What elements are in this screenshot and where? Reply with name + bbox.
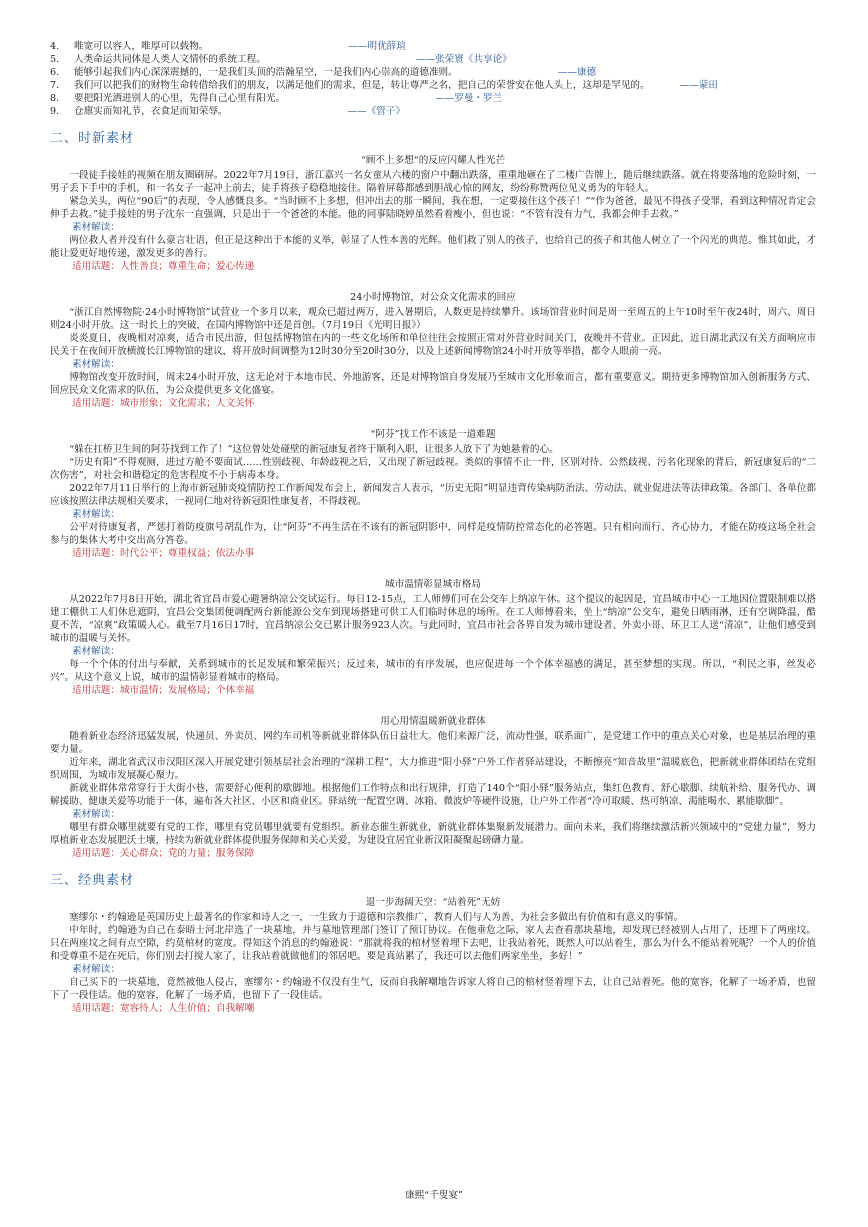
topics-label: 适用话题： [72,685,120,696]
topics-line [50,397,816,410]
quote-text: 能够引起我们内心深深震撼的，一是我们头顶的浩瀚星空，一是我们内心崇高的道德准则。 [74,67,458,78]
quote-number: 8. [50,93,60,104]
article-title: 24小时博物馆，对公众文化需求的回应 [350,292,516,303]
quote-item [50,40,816,53]
quote-number: 6. [50,67,60,78]
quote-source: ——康德 [557,67,597,78]
article-title: 城市温情彰显城市格局 [385,579,481,590]
quote-item [50,53,816,66]
article-paragraph: 中年时，约翰逊为自己在泰晤士河北岸选了一块墓地，并与墓地管理部门签订了预订协议。在他垂危之际，家人去查看那块墓地，却发现已经被别人占用了，还埋下了两座坟。只在两座坟之间有点空隙，约莫棺材的宽度。得知这个消息的约翰逊说：“那就将我的棺材竖着埋下去吧，让我站着死，既然人可以站着生，那么为什么不能站着死呢？一个人的价值和受尊重不是在死后，你们别去打搅人家了，让我站着就做他们的邻居吧。要是真站累了，我还可以去他们两家坐坐，多好！” [50,925,816,962]
quote-text: 唯宽可以容人，唯厚可以载物。 [74,41,209,52]
next-article-title: 康熙“千叟宴” [405,1190,463,1201]
article-title: 退一步海阔天空：“站着死”无妨 [365,897,501,908]
article-paragraph: “浙江自然博物院·24小时博物馆”试营业一个多月以来，观众已超过两万，进入暑期后，人数更是持续攀升。该场馆营业时间是周一至周五的上午10时至午夜24时，周六、周日则24小时开放。这一时长上的突破，在国内博物馆中还是首创。（7月19日《光明日报》） [50,307,816,331]
interpretation-label: 素材解读： [72,222,120,233]
topics-line [50,684,816,697]
quote-item [50,79,816,92]
topics-values: 城市温情；发展格局；个体幸福 [119,685,255,696]
quote-item [50,66,816,79]
quote-item [50,92,816,105]
interpretation-label: 素材解读： [72,509,120,520]
article-title: “顾不上多想“的反应闪耀人性光芒 [360,155,506,166]
quote-number: 7. [50,80,60,91]
article-paragraph: 炎炎夏日，夜晚相对凉爽，适合市民出游，但包括博物馆在内的一些文化场所和单位往往会按照正常对外营业时间关门，夜晚并不营业。正因此，近日湖北武汉有关方面响应市民关于在夜间开放横渡长江博物馆的建议，将开放时间调整为12时30分至20时30分，以及上述新闻博物馆24小时开放等举措，都令人眼前一亮。 [50,333,816,357]
interpretation-label: 素材解读： [72,964,120,975]
interpretation-text: 自己买下的一块墓地，竟然被他人侵占，塞缪尔・约翰逊不仅没有生气，反而自我解嘲地告诉家人将自己的棺材竖着埋下去，让自己站着死。他的宽容，化解了一场矛盾，也留下了一段佳话。他的宽容，化解了一场矛盾，也留下了一段佳话。 [50,977,816,1001]
article-paragraph: 一段徒手接娃的视频在朋友圈刷屏。2022年7月19日，浙江嘉兴一名女童从六楼的窗户中翻出跌落，重重地砸在了二楼广告牌上，随后继续跌落。就在将要落地的危险时刻，一男子丢下手中的手机，和一名女子一起冲上前去，徒手将孩子稳稳地接住。隔着屏幕都感到胆战心惊的网友，纷纷称赞两位见义勇为的年轻人。 [50,170,816,194]
article-paragraph: 新就业群体常常穿行于大街小巷，需要舒心便利的歇脚地。根据他们工作特点和出行规律，打造了140个“阳小驿”服务站点，集红色教育、舒心歇脚、续航补给、服务代办、调解援助、健康关爱等功能于一体，遍布各大社区、小区和商业区。驿站统一配置空调、冰箱、微波炉等硬件设施，让户外工作者“冷可取暖、热可纳凉、渴能喝水、累能歇脚”。 [50,783,816,807]
topics-values: 城市形象；文化需求；人文关怀 [119,398,255,409]
topics-label: 适用话题： [72,548,120,559]
article-gap [50,697,816,709]
quote-source: ——罗曼・罗兰 [435,93,503,104]
article-paragraph: 紧急关头，两位“90后”的表现，令人感慨良多。“当时顾不上多想，但冲出去的那一瞬间，我在想，一定要接住这个孩子！”“作为爸爸，最见不得孩子受罪，看到这种情况肯定会伸手去救。”徒手接娃的男子沈东一直强调，只是出于一个爸爸的本能。他的同事陆晓婷虽然看着瘦小，但也说：“不管有没有力气，我都会伸手去救。” [50,196,816,220]
quote-text: 人类命运共同体是人类人文情怀的系统工程。 [74,54,266,65]
topics-label: 适用话题： [72,848,120,859]
article-gap [50,410,816,422]
topics-label: 适用话题： [72,398,120,409]
article-paragraph: 随着新业态经济迅猛发展，快递员、外卖员、网约车司机等新就业群体队伍日益壮大。他们来源广泛，流动性强，联系面广，是党建工作中的重点关心对象，也是基层治理的重要力量。 [50,731,816,755]
quote-source: ——蒙田 [679,80,718,91]
topics-line [50,847,816,860]
quote-source: ——明优薛瑄 [348,41,406,52]
section-title: 三、经典素材 [50,873,135,888]
quote-item [50,105,816,118]
quote-number: 9. [50,106,60,117]
article-gap [50,273,816,285]
article-paragraph: “躲在扛桥卫生间的阿芬找到工作了！”这位曾处处碰壁的新冠康复者终于顺利入职，让很多人放下了为她悬着的心。 [69,444,559,455]
quote-text: 仓廪实而知礼节，衣食足而知荣辱。 [74,106,228,117]
article-title: 用心用情温暖新就业群体 [380,716,486,727]
interpretation-label: 素材解读： [72,359,120,370]
article-paragraph: 塞缪尔・约翰逊是英国历史上最著名的作家和诗人之一，一生致力于道德和宗教推广，教育人们与人为善，为社会多做出有价值和有意义的事情。 [69,912,684,923]
quote-number: 5. [50,54,60,65]
sections [50,130,816,1015]
topics-values: 人性善良；尊重生命；爱心传递 [119,261,255,272]
interpretation-text: 博物馆改变开放时间，周末24小时开放，这无论对于本地市民、外地游客，还是对博物馆自身发展乃至城市文化形象而言，都有重要意义。期待更多博物馆加入创新服务方式、回应民众文化需求的队伍，为公众提供更多文化盛宴。 [50,372,816,396]
article-title: “阿芬”找工作不该是一道难题 [370,429,496,440]
section-title: 二、时新素材 [50,131,135,146]
article-paragraph: 近年来，湖北省武汉市汉阳区深入开展党建引领基层社会治理的“深耕工程”，大力推进“阳小驿”户外工作者驿站建设，不断擦亮“知音故里”温暖底色，把新就业群体团结在党组织周围，为城市发展凝心聚力。 [50,757,816,781]
interpretation-label: 素材解读： [72,646,120,657]
interpretation-text: 每一个个体的付出与奉献，关系到城市的长足发展和繁荣振兴；反过来，城市的有序发展，也应促进每一个个体幸福感的满足，甚至梦想的实现。所以，“利民之事，丝发必兴”。从这个意义上说，城市的温情彰显着城市的格局。 [50,659,816,683]
quote-list [50,40,816,118]
topics-values: 关心群众；党的力量；服务保障 [119,848,255,859]
quote-source: ——张荣寰《共享论》 [415,54,512,65]
article-paragraph: “历史有阳”不得观厕，进过方舱不要面试……性别歧视、年龄歧视之后，又出现了新冠歧视。类似的事情不止一件，区别对待、公然歧视、污名化现象的背后，新冠康复后的“二次伤害”，对社会和谐稳定的危害程度不小于病毒本身。 [50,457,816,481]
topics-line [50,1002,816,1015]
topics-label: 适用话题： [72,261,120,272]
interpretation-text: 两位救人者并没有什么豪言壮语，但正是这种出于本能的义举，彰显了人性本善的光辉。他们救了别人的孩子，也给自己的孩子和其他人树立了一个闪光的典范。惟其如此，才能让爱更好地传递，激发更多的善行。 [50,235,816,259]
quote-number: 4. [50,41,60,52]
topics-values: 时代公平；尊重权益；依法办事 [119,548,255,559]
article-paragraph: 从2022年7月8日开始，湖北省宜昌市爱心避暑纳凉公交试运行。每日12-15点，工人师傅们可在公交车上纳凉午休。这个提议的起因是，宜昌城市中心一工地因位置限制难以搭建工棚供工人们休息遮阴，宜昌公交集团便调配两台新能源公交车到现场搭建可供工人们临时休息的场所。在工人师傅看来，坐上“纳凉”公交车，避免日晒雨淋，还有空调降温，酷夏不苦，“凉爽”政策暖人心。截至7月16日17时，宜昌纳凉公交已累计服务923人次。与此同时，宜昌市社会各界自发为城市建设者、外卖小哥、环卫工人送“清凉”，让他们感受到城市的温暖与关怀。 [50,594,816,644]
interpretation-text: 公平对待康复者，严惩打着防疫旗号胡乱作为，让“阿芬”不再生活在不该有的新冠阴影中，同样是疫情防控常态化的必答题。只有相向而行、齐心协力，才能在防疫这场全社会参与的集体大考中交出高分答卷。 [50,522,816,546]
article-gap [50,560,816,572]
topics-line [50,260,816,273]
article-paragraph: 2022年7月11日举行的上海市新冠肺炎疫情防控工作新闻发布会上，新闻发言人表示，“历史无阳”明显违背传染病防治法、劳动法、就业促进法等法律政策。各部门、各单位都应该按照法律法规相关要求，一视同仁地对待新冠阳性康复者，不得歧视。 [50,483,816,507]
quote-text: 要把阳光洒进别人的心里，先得自己心里有阳光。 [74,93,286,104]
quote-text: 我们可以把我们的财物生命转借给我们的朋友，以满足他们的需求，但是，转让尊严之名，把自己的荣誉安在他人头上，这却是罕见的。 [74,80,650,91]
interpretation-text: 哪里有群众哪里就要有党的工作，哪里有党员哪里就要有党组织。新业态催生新就业，新就业群体集聚新发展潜力。面向未来，我们将继续激活新兴领域中的“党建力量”，努力厚植新业态发展肥沃土壤，持续为新就业群体提供服务保障和关心关爱，为建设宜居宜业新汉阳凝聚起磅礴力量。 [50,822,816,846]
interpretation-label: 素材解读： [72,809,120,820]
topics-line [50,547,816,560]
quote-source: ——《管子》 [347,106,406,117]
topics-label: 适用话题： [72,1003,120,1014]
topics-values: 宽容待人；人生价值；自我解嘲 [119,1003,255,1014]
